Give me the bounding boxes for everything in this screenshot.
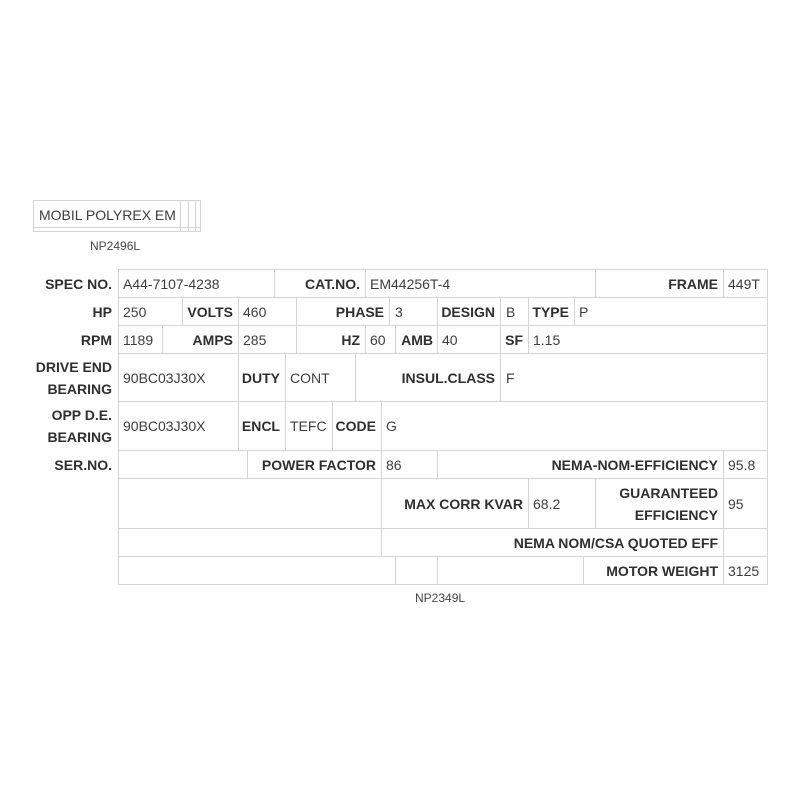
motor-weight-label: MOTOR WEIGHT [606, 563, 718, 579]
insul-class-label: INSUL.CLASS [401, 370, 495, 386]
guaranteed-efficiency-value: 95 [728, 496, 744, 512]
type-label: TYPE [532, 304, 569, 320]
spec-no-value: A44-7107-4238 [123, 276, 220, 292]
hp-value: 250 [123, 304, 147, 320]
max-corr-kvar-label: MAX CORR KVAR [404, 496, 523, 512]
phase-value: 3 [395, 304, 403, 320]
ser-no-label: SER.NO. [54, 457, 112, 473]
power-factor-value: 86 [386, 457, 402, 473]
encl-label: ENCL [241, 418, 280, 434]
hz-label: HZ [341, 332, 360, 348]
opp-de-bearing-label-line1: OPP D.E. [51, 407, 112, 423]
opp-de-bearing-label-line2: BEARING [47, 429, 112, 445]
drive-end-bearing-label-line1: DRIVE END [35, 359, 112, 375]
spec-no-label: SPEC NO. [45, 276, 112, 292]
nameplate-part-no: NP2349L [415, 591, 466, 605]
nema-csa-quoted-eff-label: NEMA NOM/CSA QUOTED EFF [513, 535, 718, 551]
guaranteed-efficiency-label-line2: EFFICIENCY [634, 507, 718, 523]
duty-label: DUTY [241, 370, 280, 386]
type-value: P [579, 304, 589, 320]
rpm-label: RPM [80, 332, 112, 348]
insul-class-value: F [506, 370, 515, 386]
amb-label: AMB [401, 332, 433, 348]
amb-value: 40 [442, 332, 458, 348]
design-label: DESIGN [441, 304, 495, 320]
amps-value: 285 [243, 332, 267, 348]
cat-no-value: EM44256T-4 [370, 276, 451, 292]
drive-end-bearing-label-line2: BEARING [47, 381, 112, 397]
cat-no-label: CAT.NO. [305, 276, 360, 292]
hp-label: HP [92, 304, 112, 320]
drive-end-bearing-value: 90BC03J30X [123, 370, 206, 386]
code-value: G [386, 418, 397, 434]
nema-nom-efficiency-label: NEMA-NOM-EFFICIENCY [551, 457, 718, 473]
grease-label-part-no: NP2496L [90, 239, 141, 253]
max-corr-kvar-value: 68.2 [533, 496, 561, 512]
motor-weight-value: 3125 [728, 563, 760, 579]
power-factor-label: POWER FACTOR [261, 457, 376, 473]
frame-value: 449T [728, 276, 760, 292]
code-label: CODE [335, 418, 376, 434]
encl-value: TEFC [290, 418, 327, 434]
hz-value: 60 [370, 332, 386, 348]
grease-type-text: MOBIL POLYREX EM [39, 207, 176, 223]
volts-value: 460 [243, 304, 267, 320]
guaranteed-efficiency-label-line1: GUARANTEED [619, 485, 718, 501]
sf-label: SF [505, 332, 523, 348]
sf-value: 1.15 [533, 332, 561, 348]
duty-value: CONT [290, 370, 330, 386]
frame-label: FRAME [668, 276, 718, 292]
volts-label: VOLTS [187, 304, 233, 320]
amps-label: AMPS [192, 332, 233, 348]
nema-nom-efficiency-value: 95.8 [728, 457, 756, 473]
opp-de-bearing-value: 90BC03J30X [123, 418, 206, 434]
rpm-value: 1189 [123, 332, 154, 348]
design-value: B [506, 304, 516, 320]
phase-label: PHASE [335, 304, 384, 320]
